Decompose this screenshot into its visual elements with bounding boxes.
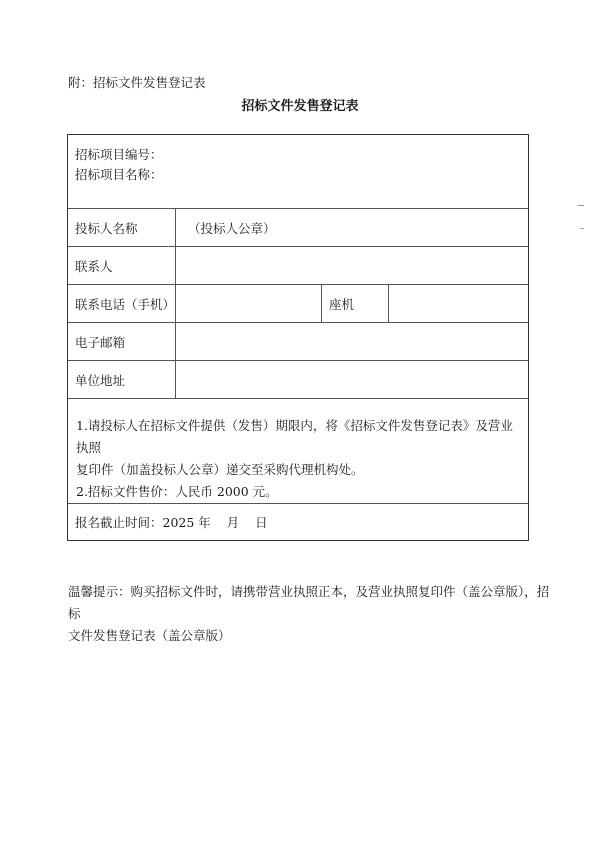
project-info-cell (68, 135, 528, 195)
deadline-row (68, 504, 528, 540)
address-row (68, 361, 528, 399)
project-info-row (68, 135, 528, 209)
deadline-text: 报名截止时间：2025 年 月 日 (75, 515, 268, 530)
notes-row (68, 399, 528, 504)
contact-field[interactable] (176, 247, 528, 284)
contact-label: 联系人 (68, 247, 176, 284)
bidder-name-field[interactable]: （投标人公章） (188, 220, 276, 236)
scan-mark (580, 228, 584, 229)
project-number-label: 招标项目编号： (75, 147, 163, 162)
tip-line: 温馨提示：购买招标文件时，请携带营业执照正本，及营业执照复印件（盖公章版），招标 (68, 584, 550, 621)
mobile-phone-field[interactable] (176, 285, 322, 322)
address-field[interactable] (176, 361, 528, 398)
tip-text (68, 581, 554, 647)
address-label: 单位地址 (68, 361, 176, 398)
note-line: 2.招标文件售价：人民币 2000 元。 (76, 484, 278, 499)
contact-row (68, 247, 528, 285)
bidder-name-row (68, 209, 528, 247)
email-label: 电子邮箱 (68, 323, 176, 360)
email-row (68, 323, 528, 361)
project-name-label: 招标项目名称： (75, 167, 163, 182)
phone-row (68, 285, 528, 323)
landline-field[interactable] (389, 285, 528, 322)
scan-mark (578, 205, 584, 206)
attachment-heading: 附：招标文件发售登记表 (68, 75, 206, 90)
landline-label: 座机 (322, 285, 389, 322)
tip-line: 文件发售登记表（盖公章版） (68, 628, 231, 643)
note-line: 1.请投标人在招标文件提供（发售）期限内，将《招标文件发售登记表》及营业执照 (76, 418, 513, 455)
notes-cell (68, 399, 528, 503)
form-title: 招标文件发售登记表 (241, 99, 359, 114)
mobile-phone-label: 联系电话（手机） (68, 285, 176, 322)
note-line: 复印件（加盖投标人公章）递交至采购代理机构处。 (76, 462, 364, 477)
bidder-name-label: 投标人名称 (68, 209, 176, 246)
registration-form-table (67, 134, 529, 541)
email-field[interactable] (176, 323, 528, 360)
